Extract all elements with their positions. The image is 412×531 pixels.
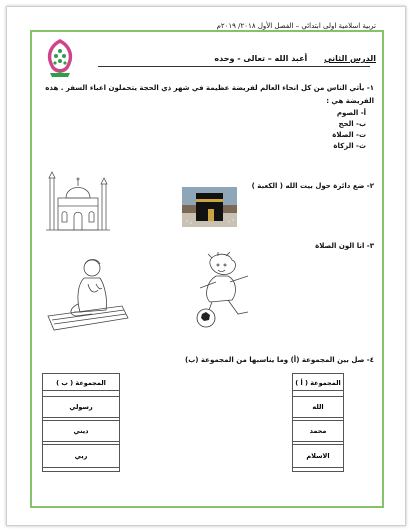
group-b-item-3: ربي — [42, 444, 120, 468]
q1-line1: ١- يأتي الناس من كل انحاء العالم لفريضة عظيمة في شهر ذي الحجة يتحملون اعباء السفر . هذه — [45, 84, 374, 92]
praying-boy-drawing — [44, 254, 132, 332]
group-a-item-2: محمد — [292, 420, 344, 442]
kaaba-photo — [182, 187, 237, 227]
group-a-item-1: الله — [292, 396, 344, 418]
q1-option-a: أ- الصوم — [336, 109, 366, 117]
q1-option-b: ب- الحج — [338, 120, 366, 128]
heading-divider — [98, 66, 370, 67]
header-subtitle: تربية اسلامية اولى ابتدائي – الفصل الأول ٢٠١٨/ ٢٠١٩م — [216, 22, 376, 30]
q1-option-c: ت- الصلاة — [332, 131, 366, 139]
lesson-heading — [214, 54, 376, 63]
group-b-item-2: ديني — [42, 420, 120, 442]
lesson-label: الدرس الثاني — [324, 54, 376, 63]
q1-option-d: ث- الزكاة — [333, 142, 366, 150]
football-boy-drawing — [192, 252, 256, 334]
group-b-item-1: رسولي — [42, 396, 120, 418]
q2-text: ٢- ضع دائرة حول بيت الله ( الكعبة ) — [251, 182, 374, 190]
group-a-header: المجموعة ( أ ) — [292, 373, 344, 392]
q3-text: ٣- انا الون الصلاة — [315, 242, 374, 250]
school-logo-icon — [42, 37, 78, 79]
mosque-drawing-icon — [44, 170, 112, 232]
group-b-header: المجموعة ( ب ) — [42, 373, 120, 392]
lesson-title: أعبد الله – تعالى - وحده — [214, 54, 308, 63]
q1-line2: الفريضة هي : — [326, 97, 374, 105]
q4-text: ٤- صل بين المجموعة (أ) وما يناسبها من المجموعة (ب) — [185, 356, 374, 364]
group-a-item-3: الاسلام — [292, 444, 344, 468]
